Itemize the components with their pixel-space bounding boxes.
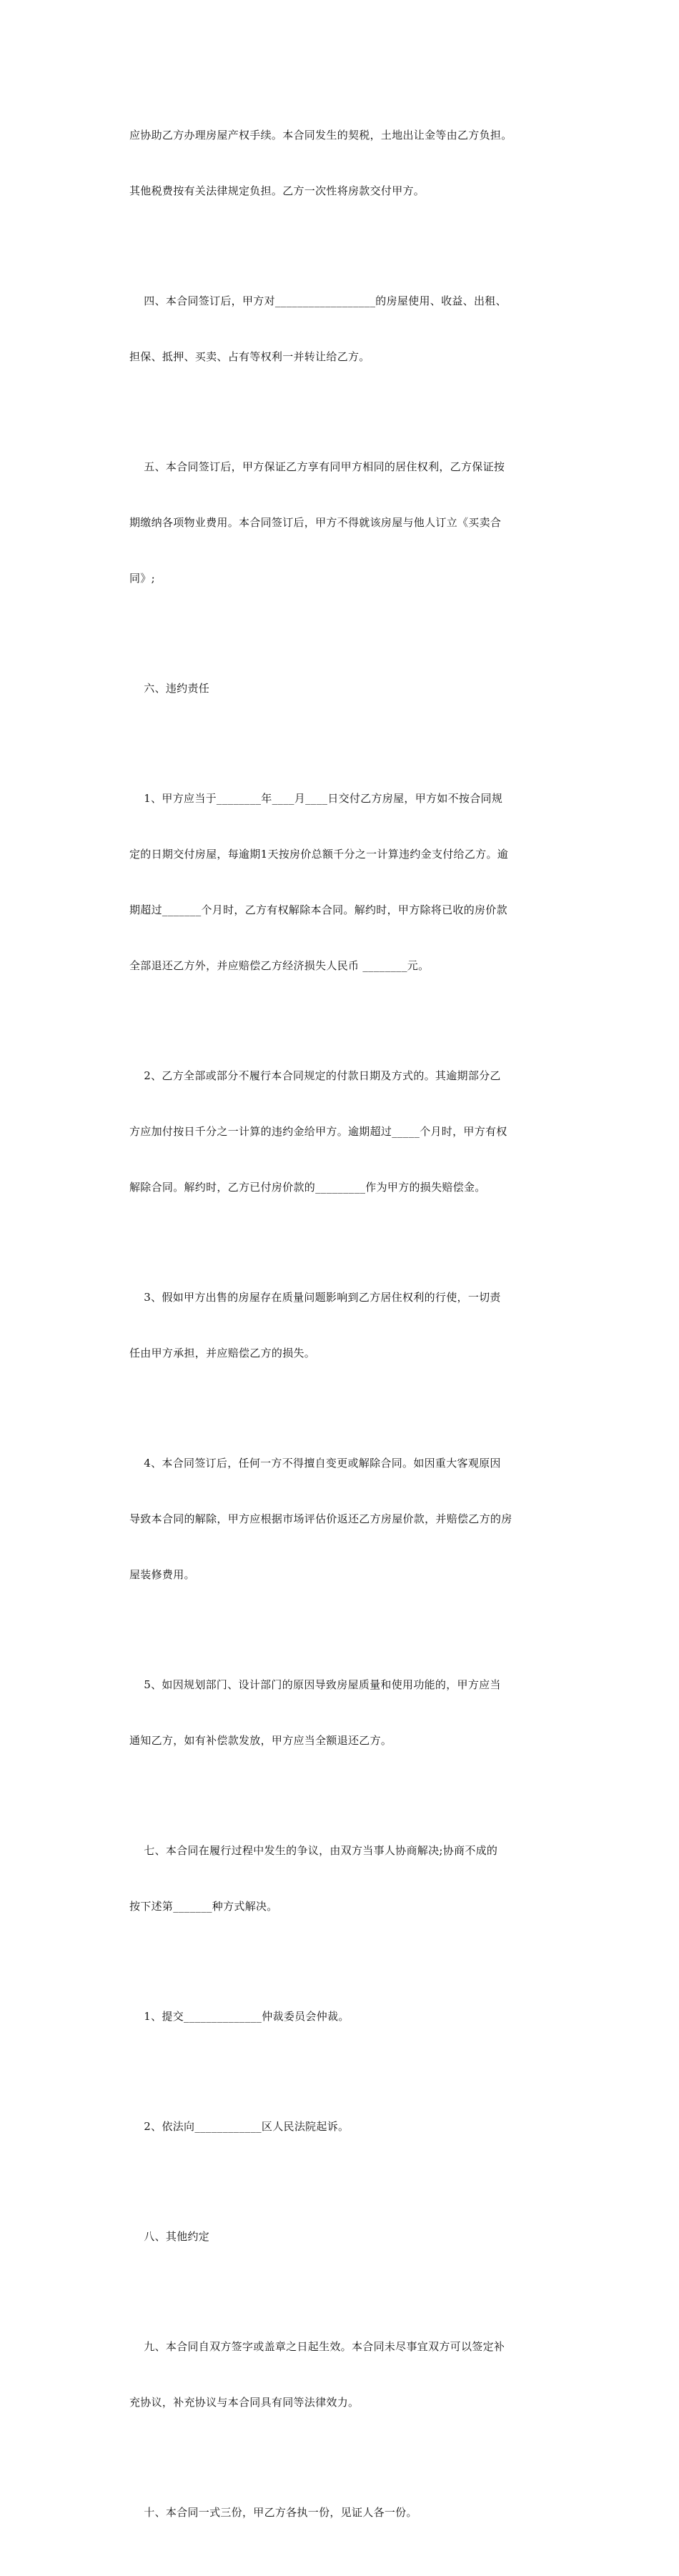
dispute-option-1 <box>129 1970 558 2063</box>
section-heading-other <box>129 2190 558 2283</box>
text-line: 按下述第_______种方式解决。 <box>129 1900 278 1913</box>
breach-item-5 <box>129 1638 558 1787</box>
clause-four <box>129 254 558 403</box>
text-line: 3、假如甲方出售的房屋存在质量问题影响到乙方居住权利的行使，一切责 <box>129 1291 501 1304</box>
text-line: 定的日期交付房屋，每逾期1天按房价总额千分之一计算违约金支付给乙方。逾 <box>129 848 509 861</box>
text-line: 同》; <box>129 572 155 585</box>
text-line: 八、其他约定 <box>129 2230 210 2243</box>
text-line: 应协助乙方办理房屋产权手续。本合同发生的契税，土地出让金等由乙方负担。 <box>129 129 512 142</box>
text-line: 全部退还乙方外，并应赔偿乙方经济损失人民币 ________元。 <box>129 959 430 972</box>
document-page <box>129 89 558 2576</box>
text-line: 1、提交______________仲裁委员会仲裁。 <box>129 2010 350 2023</box>
text-line: 5、如因规划部门、设计部门的原因导致房屋质量和使用功能的，甲方应当 <box>129 1678 501 1691</box>
text-line: 九、本合同自双方签字或盖章之日起生效。本合同未尽事宜双方可以签定补 <box>129 2340 505 2353</box>
breach-item-2 <box>129 1029 558 1234</box>
text-line: 通知乙方，如有补偿款发放，甲方应当全额退还乙方。 <box>129 1734 392 1747</box>
breach-item-4 <box>129 1417 558 1621</box>
text-line: 担保、抵押、买卖、占有等权利一并转让给乙方。 <box>129 350 370 363</box>
dispute-option-2 <box>129 2080 558 2173</box>
text-line: 方应加付按日千分之一计算的违约金给甲方。逾期超过_____个月时，甲方有权 <box>129 1125 507 1138</box>
text-line: 其他税费按有关法律规定负担。乙方一次性将房款交付甲方。 <box>129 184 425 197</box>
text-line: 期缴纳各项物业费用。本合同签订后，甲方不得就该房屋与他人订立《买卖合 <box>129 516 502 529</box>
breach-item-3 <box>129 1251 558 1400</box>
clause-five <box>129 420 558 625</box>
text-line: 期超过_______个月时，乙方有权解除本合同。解约时，甲方除将已收的房价款 <box>129 903 507 916</box>
text-line: 充协议，补充协议与本合同具有同等法律效力。 <box>129 2396 360 2409</box>
text-line: 1、甲方应当于________年____月____日交付乙方房屋，甲方如不按合同规 <box>129 792 503 805</box>
section-heading-breach <box>129 642 558 735</box>
text-line: 导致本合同的解除，甲方应根据市场评估价返还乙方房屋价款，并赔偿乙方的房 <box>129 1512 512 1525</box>
text-line: 七、本合同在履行过程中发生的争议，由双方当事人协商解决;协商不成的 <box>129 1844 498 1857</box>
text-line: 十、本合同一式三份，甲乙方各执一份，见证人各一份。 <box>129 2506 417 2519</box>
text-line: 五、本合同签订后，甲方保证乙方享有同甲方相同的居住权利，乙方保证按 <box>129 460 505 473</box>
breach-item-1 <box>129 752 558 1012</box>
clause-ten <box>129 2466 558 2559</box>
text-line: 六、违约责任 <box>129 682 210 695</box>
text-line: 2、依法向____________区人民法院起诉。 <box>129 2120 350 2133</box>
text-line: 四、本合同签订后，甲方对__________________的房屋使用、收益、出租、 <box>129 294 507 307</box>
text-line: 解除合同。解约时，乙方已付房价款的_________作为甲方的损失赔偿金。 <box>129 1181 486 1194</box>
clause-nine <box>129 2300 558 2449</box>
text-line: 任由甲方承担，并应赔偿乙方的损失。 <box>129 1347 316 1359</box>
text-line: 4、本合同签订后，任何一方不得擅自变更或解除合同。如因重大客观原因 <box>129 1457 501 1470</box>
text-line: 2、乙方全部或部分不履行本合同规定的付款日期及方式的。其逾期部分乙 <box>129 1069 501 1082</box>
paragraph-continuation <box>129 89 558 237</box>
text-line: 屋装修费用。 <box>129 1568 195 1581</box>
clause-seven <box>129 1804 558 1953</box>
